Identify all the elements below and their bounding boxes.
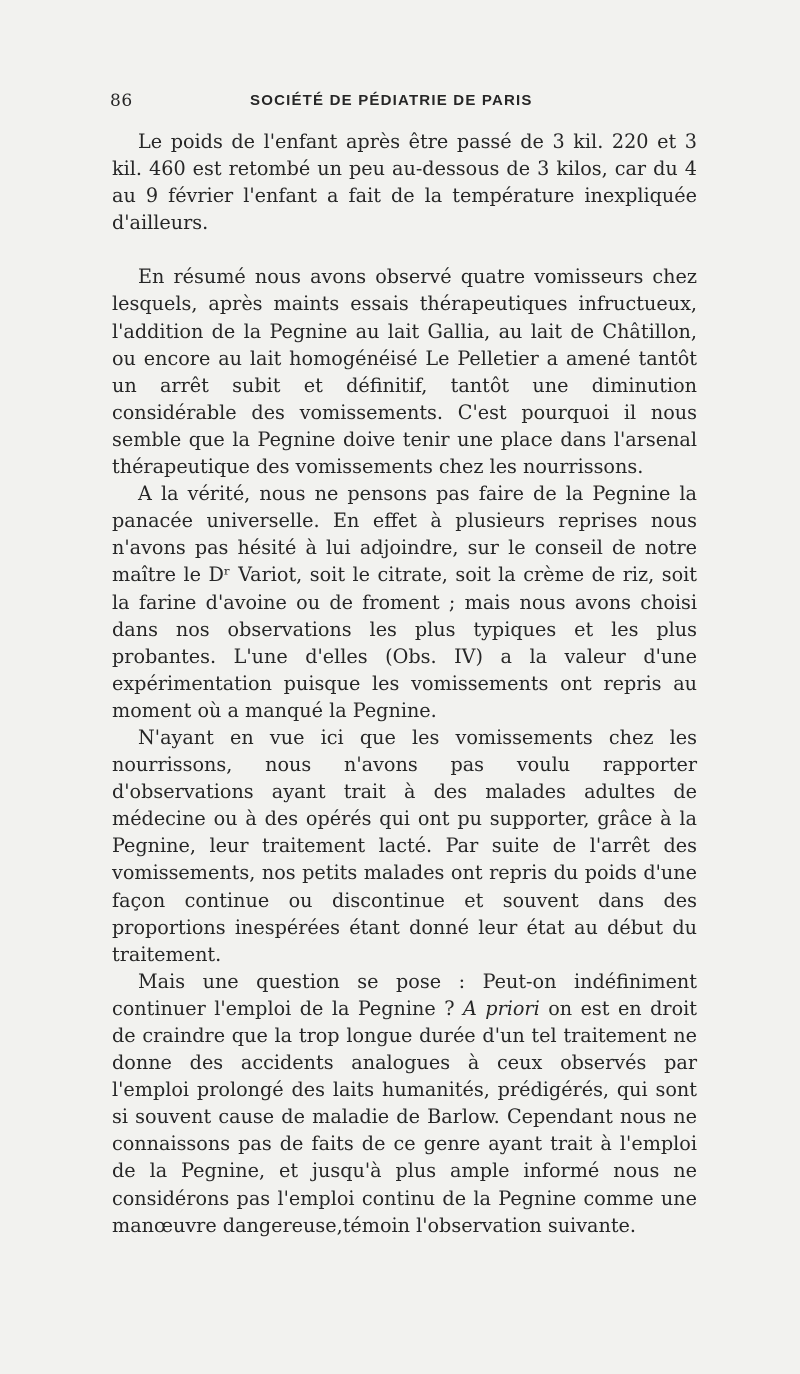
- question-text-end: on est en droit de craindre que la trop longue durée d'un tel traitement ne donne des accidents analogues à ceux observés par l'emploi prolongé des laits humanités, prédigérés, qui sont si souvent cause de maladie de Barlow. Cependant nous ne connaissons pas de faits de ce genre ayant trait à l'emploi de la Pegnine, et jusqu'à plus ample informé nous ne considérons pas l'emploi continu de la Pegnine comme une manœuvre dangereuse,témoin l'observation suivante.: [112, 996, 697, 1237]
- paragraph-nurslings: N'ayant en vue ici que les vomissements chez les nourrissons, nous n'avons pas voulu rapporter d'observations ayant trait à des malades adultes de médecine ou à des opérés qui ont pu supporter, grâce à la Pegnine, leur traitement lacté. Par suite de l'arrêt des vomissements, nos petits malades ont repris du poids d'une façon continue ou discontinue et souvent dans des proportions inespérées étant donné leur état au début du traitement.: [112, 725, 697, 966]
- paragraph-summary: En résumé nous avons observé quatre vomisseurs chez lesquels, après maints essais thérapeutiques infructueux, l'addition de la Pegnine au lait Gallia, au lait de Châtillon, ou encore au lait homogénéisé Le Pelletier a amené tantôt un arrêt subit et définitif, tantôt une diminution considérable des vomissements. C'est pourquoi il nous semble que la Pegnine doive tenir une place dans l'arsenal thérapeutique des vomissements chez les nourrissons.: [112, 265, 697, 479]
- page-header: [110, 91, 695, 117]
- question-text-start: Mais une question se pose : Peut-on indéfiniment continuer l'emploi de la Pegnine ?: [112, 969, 697, 1020]
- page-number: 86: [110, 91, 133, 111]
- body-text: [112, 128, 697, 1239]
- paragraph-panacea: A la vérité, nous ne pensons pas faire de la Pegnine la panacée universelle. En effet à plusieurs reprises nous n'avons pas hésité à lui adjoindre, sur le conseil de notre maître le Dʳ Variot, soit le citrate, soit la crème de riz, soit la farine d'avoine ou de froment ; mais nous avons choisi dans nos observations les plus typiques et les plus probantes. L'une d'elles (Obs. IV) a la valeur d'une expérimentation puisque les vomissements ont repris au moment où a manqué la Pegnine.: [112, 482, 697, 722]
- a-priori-italic: A priori: [462, 996, 540, 1020]
- paragraph-question: [112, 968, 697, 1239]
- paragraph-weight-note: Le poids de l'enfant après être passé de 3 kil. 220 et 3 kil. 460 est retombé un peu au-dessous de 3 kilos, car du 4 au 9 février l'enfant a fait de la température inexpliquée d'ailleurs.: [112, 130, 697, 235]
- running-title: SOCIÉTÉ DE PÉDIATRIE DE PARIS: [250, 92, 533, 109]
